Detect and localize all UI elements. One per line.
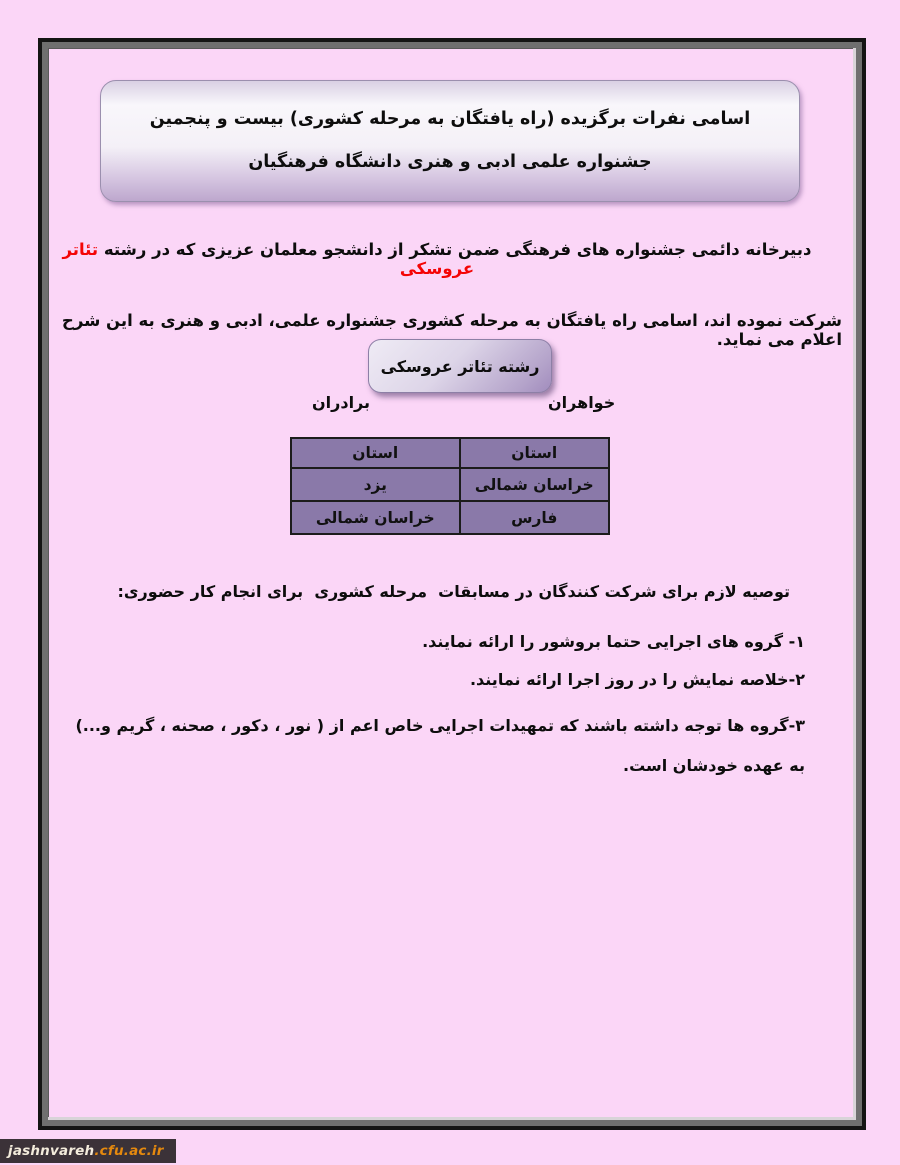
intro-line-2: شرکت نموده اند، اسامی راه یافتگان به مرحله کشوری جشنواره علمی، ادبی و هنری به این شرح اعلام می نماید. xyxy=(61,311,842,349)
table-cell-sisters-1: خراسان شمالی xyxy=(460,468,609,501)
table-header-row xyxy=(291,438,609,468)
advice-item-2: ۲-خلاصه نمایش را در روز اجرا ارائه نمایند. xyxy=(469,670,805,689)
intro-paragraph xyxy=(60,240,842,349)
advice-item-3: ۳-گروه ها توجه داشته باشند که تمهیدات اجرایی خاص اعم از ( نور ، دکور ، صحنه ، گریم و...) به عهده خودشان است. xyxy=(75,716,805,775)
table-header-brothers: استان xyxy=(291,438,460,468)
column-label-brothers: برادران xyxy=(312,393,371,412)
table-header-sisters: استان xyxy=(460,438,609,468)
advice-item-1: ۱- گروه های اجرایی حتما بروشور را ارائه نمایند. xyxy=(422,632,805,651)
provinces-table xyxy=(290,437,610,535)
advice-intro: توصیه لازم برای شرکت کنندگان در مسابقات مرحله کشوری برای انجام کار حضوری: xyxy=(117,582,790,601)
intro-line-1-text: دبیرخانه دائمی جشنواره های فرهنگی ضمن تشکر از دانشجو معلمان عزیزی که در رشته xyxy=(98,240,812,259)
site-watermark-link[interactable] xyxy=(0,1139,176,1163)
intro-line-1-highlight: تئاتر عروسکی xyxy=(62,240,475,278)
site-watermark-domain: .cfu.ac.ir xyxy=(94,1143,164,1159)
column-label-sisters: خواهران xyxy=(548,393,616,412)
title-banner xyxy=(100,80,800,202)
table-row xyxy=(291,468,609,501)
table-cell-brothers-1: یزد xyxy=(291,468,460,501)
category-pill xyxy=(368,339,552,393)
site-watermark-name: jashnvareh xyxy=(8,1143,95,1159)
title-line-1: اسامی نفرات برگزیده (راه یافتگان به مرحله کشوری) بیست و پنجمین xyxy=(149,108,751,129)
intro-line-1 xyxy=(60,240,842,278)
table-cell-sisters-2: فارس xyxy=(460,501,609,534)
table-cell-brothers-2: خراسان شمالی xyxy=(291,501,460,534)
title-line-2: جشنواره علمی ادبی و هنری دانشگاه فرهنگیان xyxy=(248,152,652,173)
table-row xyxy=(291,501,609,534)
category-pill-label: رشته تئاتر عروسکی xyxy=(380,356,540,376)
